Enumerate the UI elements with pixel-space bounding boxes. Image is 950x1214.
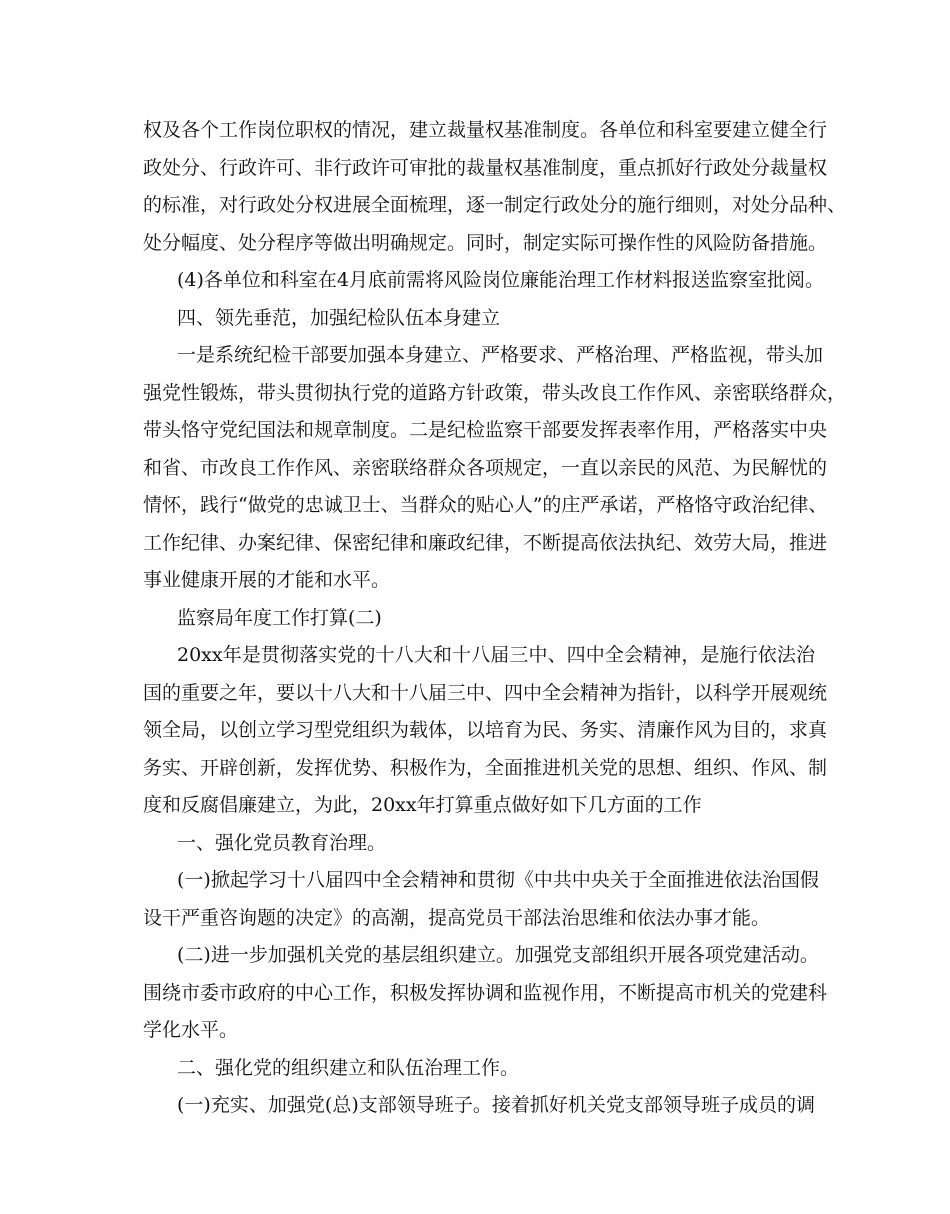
document-subtitle: 监察局年度工作打算(二) (177, 606, 382, 629)
text-line: 事业健康开展的才能和水平。 (143, 569, 391, 591)
text-line: 的标准，对行政处分权进展全面梳理，逐一制定行政处分的施行细则，对处分品种、 (143, 194, 847, 216)
text-line: 设干严重咨询题的决定》的高潮，提高党员干部法治思维和依法办事才能。 (143, 906, 771, 929)
paragraph-start: (一)掀起学习十八届四中全会精神和贯彻《中共中央关于全面推进依法治国假 (177, 869, 819, 891)
paragraph-start: 一是系统纪检干部要加强本身建立、严格要求、严格治理、严格监视，带头加 (177, 344, 824, 366)
text-line: 度和反腐倡廉建立，为此，20xx年打算重点做好如下几方面的工作 (143, 794, 702, 816)
text-line: 强党性锻炼，带头贯彻执行党的道路方针政策，带头改良工作作风、亲密联络群众， (143, 381, 847, 404)
text-line: 带头恪守党纪国法和规章制度。二是纪检监察干部要发挥表率作用，严格落实中央 (143, 419, 828, 441)
document-body (143, 112, 847, 1125)
text-line: 权及各个工作岗位职权的情况，建立裁量权基准制度。各单位和科室要建立健全行 (143, 119, 828, 141)
paragraph-start: 20xx年是贯彻落实党的十八大和十八届三中、四中全会精神，是施行依法治 (177, 644, 815, 666)
paragraph-item-4: (4)各单位和科室在4月底前需将风险岗位廉能治理工作材料报送监察室批阅。 (177, 269, 825, 291)
text-line: 国的重要之年，要以十八大和十八届三中、四中全会精神为指针，以科学开展观统 (143, 681, 828, 704)
text-line: 情怀，践行“做党的忠诚卫士、当群众的贴心人”的庄严承诺，严格恪守政治纪律、 (143, 494, 828, 516)
text-line: 和省、市改良工作作风、亲密联络群众各项规定，一直以亲民的风范、为民解忧的 (143, 456, 828, 479)
paragraph-start: (一)充实、加强党(总)支部领导班子。接着抓好机关党支部领导班子成员的调 (177, 1094, 815, 1116)
section-heading-1: 一、强化党员教育治理。 (177, 831, 387, 854)
section-heading-4: 四、领先垂范，加强纪检队伍本身建立 (177, 306, 501, 329)
text-line: 围绕市委市政府的中心工作，积极发挥协调和监视作用，不断提高市机关的党建科 (143, 981, 828, 1004)
text-line: 处分幅度、处分程序等做出明确规定。同时，制定实际可操作性的风险防备措施。 (143, 231, 828, 254)
text-line: 政处分、行政许可、非行政许可审批的裁量权基准制度，重点抓好行政处分裁量权 (143, 156, 828, 179)
text-line: 工作纪律、办案纪律、保密纪律和廉政纪律，不断提高依法执纪、效劳大局，推进 (143, 531, 828, 554)
section-heading-2: 二、强化党的组织建立和队伍治理工作。 (177, 1056, 520, 1079)
text-line: 学化水平。 (143, 1019, 239, 1041)
paragraph-start: (二)进一步加强机关党的基层组织建立。加强党支部组织开展各项党建活动。 (177, 944, 819, 966)
text-line: 务实、开辟创新，发挥优势、积极作为，全面推进机关党的思想、组织、作风、制 (143, 756, 828, 779)
text-line: 领全局，以创立学习型党组织为载体，以培育为民、务实、清廉作风为目的，求真 (143, 719, 828, 741)
